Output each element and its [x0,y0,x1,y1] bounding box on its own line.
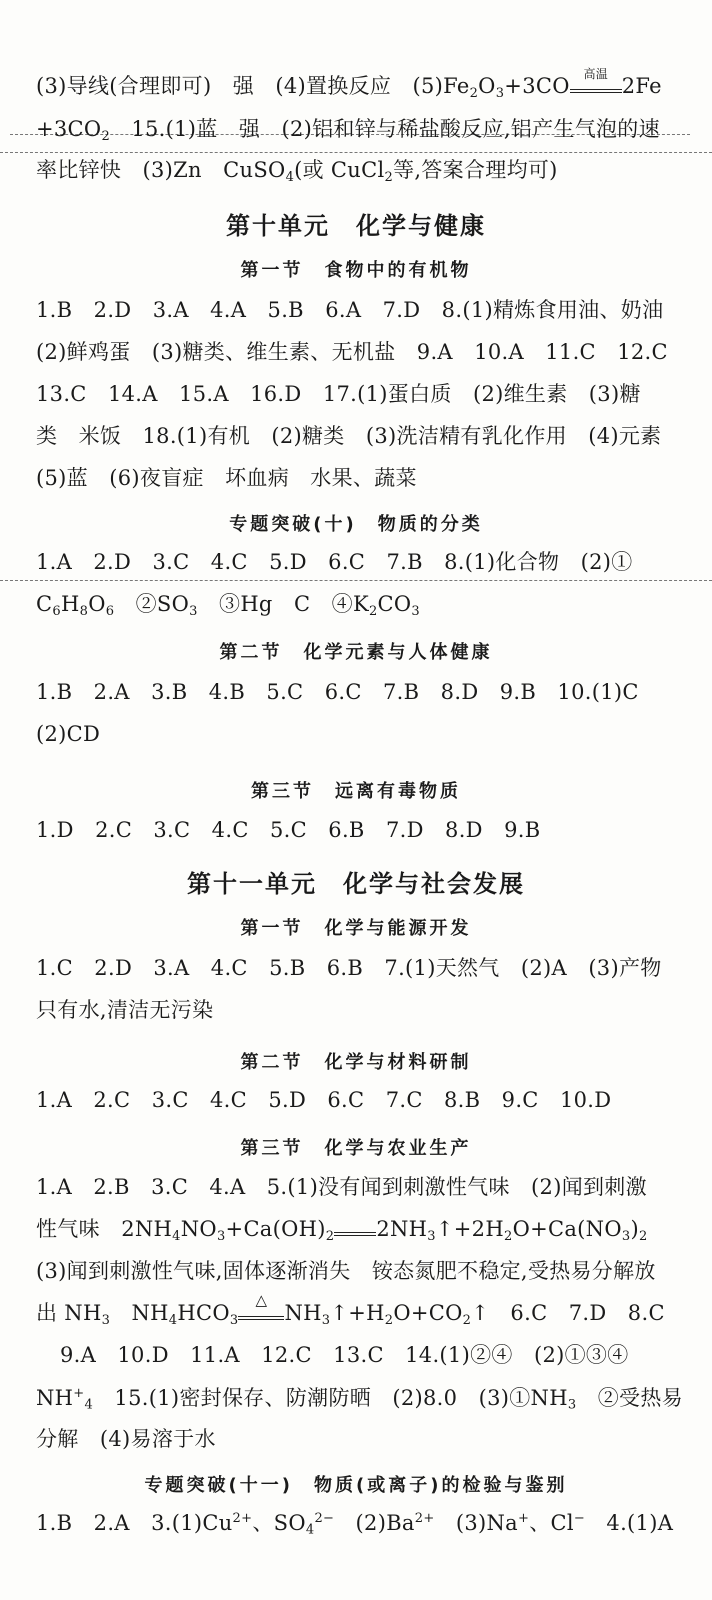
text-run: O [88,592,106,616]
subscript: 2 [101,128,111,144]
text-run: NO [180,1217,217,1241]
condition-label: △ [255,1291,268,1309]
subscript: 3 [101,1312,111,1328]
section-title: 第三节 远离有毒物质 [251,781,461,802]
subscript: 2 [368,603,378,619]
text-line [36,67,686,101]
section-title: 第一节 食物中的有机物 [240,260,472,281]
text-line: 1.D 2.C 3.C 4.C 5.C 6.B 7.D 8.D 9.B [36,818,541,842]
text-line [36,1291,686,1328]
subscript: 3 [321,1312,331,1328]
text-line [36,1219,686,1243]
text-run: HCO [177,1301,230,1325]
scan-streak [0,152,712,153]
subscript: 2 [503,1228,513,1244]
text-line: 1.A 2.B 3.C 4.A 5.(1)没有闻到刺激性气味 (2)闻到刺激 [36,1175,647,1199]
text-run: 出 NH [36,1301,102,1325]
text-line: (5)蓝 (6)夜盲症 坏血病 水果、蔬菜 [36,466,417,490]
condition-label: 高温 [583,67,609,81]
text-line [36,594,686,618]
unit-title: 第十一单元 化学与社会发展 [187,870,525,898]
text-line: 13.C 14.A 15.A 16.D 17.(1)蛋白质 (2)维生素 (3)糖 [36,382,641,406]
subscript: 3 [567,1397,577,1413]
superscript: 2+ [414,1511,435,1526]
text-run: O [478,74,496,98]
subscript: 2 [469,85,479,101]
text-run: (3)Na [434,1510,518,1535]
text-run: NH [284,1301,322,1325]
section-title: 第二节 化学与材料研制 [240,1052,472,1073]
text-run: (2)Ba [334,1510,415,1535]
text-line: 1.A 2.C 3.C 4.C 5.D 6.C 7.C 8.B 9.C 10.D [36,1088,612,1112]
text-run: 4.(1)A [585,1510,674,1535]
section-title: 专题突破(十一) 物质(或离子)的检验与鉴别 [144,1475,568,1496]
text-line [36,160,686,184]
subscript: 2 [638,1228,648,1244]
text-run: 、Cl [529,1510,574,1535]
text-run: ↑+H [330,1301,385,1325]
subscript: 6 [105,603,115,619]
subscript: 2 [384,169,394,185]
subscript: 3 [229,1312,239,1328]
subscript: 3 [427,1228,436,1244]
subscript: 4 [84,1397,94,1413]
text-run: 1.B 2.A 3.(1)Cu [36,1510,233,1535]
text-run: ②受热易 [576,1385,683,1410]
text-line [36,1512,686,1537]
text-run: O+Ca(NO [512,1217,622,1241]
superscript: + [73,1386,85,1401]
text-line [36,119,686,143]
text-run: H [60,592,80,616]
text-run: (3)导线(合理即可) 强 (4)置换反应 (5)Fe [36,74,470,98]
reaction-condition-arrow [570,67,622,93]
subscript: 6 [52,603,61,619]
superscript: − [573,1511,586,1526]
text-line: 只有水,清洁无污染 [36,998,214,1022]
subscript: 3 [189,603,198,619]
subscript: 8 [79,603,89,619]
text-run: +Ca(OH) [225,1217,326,1241]
subscript: 3 [495,85,505,101]
text-run: C [36,592,53,616]
section-title: 第二节 化学元素与人体健康 [219,642,493,663]
text-run: +3CO [36,117,102,141]
text-line: 类 米饭 18.(1)有机 (2)糖类 (3)洗洁精有乳化作用 (4)元素 [36,424,662,448]
reaction-condition-arrow [238,1291,284,1320]
superscript: + [518,1511,530,1526]
superscript: 2− [314,1511,335,1526]
text-line: 1.B 2.A 3.B 4.B 5.C 6.C 7.B 8.D 9.B 10.(1)C [36,680,639,704]
subscript: 4 [172,1228,181,1244]
subscript: 3 [411,603,421,619]
subscript: 3 [216,1228,226,1244]
subscript: 2 [462,1312,472,1328]
text-run: ) [630,1217,639,1241]
text-line: (2)鲜鸡蛋 (3)糖类、维生素、无机盐 9.A 10.A 11.C 12.C [36,340,668,364]
subscript: 4 [305,1522,315,1538]
text-run: 15.(1)密封保存、防潮防晒 (2)8.0 (3)①NH [93,1385,568,1410]
text-run: 率比锌快 (3)Zn CuSO [36,158,286,182]
text-line: 分解 (4)易溶于水 [36,1427,216,1451]
text-line: 9.A 10.D 11.A 12.C 13.C 14.(1)②④ (2)①③④ [60,1343,629,1367]
text-run: ②SO [114,592,190,616]
section-title: 专题突破(十) 物质的分类 [229,514,483,535]
text-run: 性气味 2NH [36,1217,173,1241]
text-run: ↑ 6.C 7.D 8.C [471,1301,665,1325]
text-run: ③Hg C ④K [197,592,369,616]
subscript: 4 [285,169,295,185]
text-run: 2NH [376,1217,428,1241]
text-run: 等,答案合理均可) [393,158,558,182]
text-run: 15.(1)蓝 强 (2)铝和锌与稀盐酸反应,铝产生气泡的速 [110,117,660,141]
subscript: 2 [384,1312,394,1328]
text-line: 1.B 2.D 3.A 4.A 5.B 6.A 7.D 8.(1)精炼食用油、奶油 [36,298,664,322]
text-line: (2)CD [36,722,101,746]
text-run: (或 CuCl [294,158,385,182]
text-run: ↑+2H [435,1217,504,1241]
subscript: 3 [621,1228,631,1244]
text-line: 1.C 2.D 3.A 4.C 5.B 6.B 7.(1)天然气 (2)A (3)产物 [36,956,662,980]
text-run: +3CO [504,74,570,98]
subscript: 2 [325,1228,335,1244]
superscript: 2+ [232,1511,253,1526]
unit-title: 第十单元 化学与健康 [226,212,486,240]
text-run: NH [36,1385,74,1410]
text-run: CO [377,592,412,616]
text-run: 、SO [252,1510,306,1535]
subscript: 4 [168,1312,178,1328]
text-run: NH [110,1301,169,1325]
text-run: 2Fe [621,74,662,98]
section-title: 第一节 化学与能源开发 [240,918,472,939]
section-title: 第三节 化学与农业生产 [240,1138,472,1159]
text-line: (3)闻到刺激性气味,固体逐渐消失 铵态氮肥不稳定,受热易分解放 [36,1259,656,1283]
scan-streak [0,580,712,581]
text-run: O+CO [393,1301,463,1325]
text-line: 1.A 2.D 3.C 4.C 5.D 6.C 7.B 8.(1)化合物 (2)① [36,550,633,574]
text-line [36,1387,686,1412]
